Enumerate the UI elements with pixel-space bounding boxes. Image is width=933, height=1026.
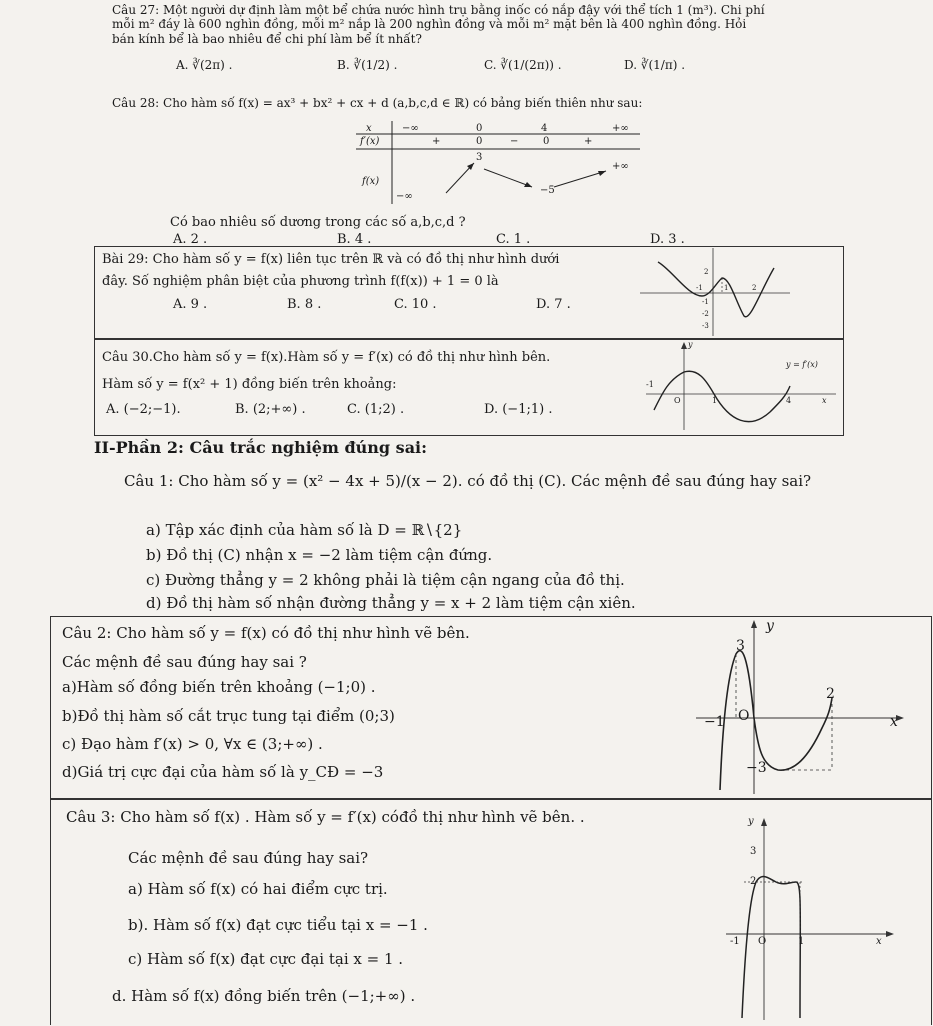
q28-variation-table (356, 121, 640, 204)
q30-graph-label: 4 (786, 396, 792, 405)
c3-graph-label: 2 (750, 876, 757, 887)
q28-option-b: B. 4 . (337, 232, 372, 247)
c2-c: c) Đạo hàm f′(x) > 0, ∀x ∈ (3;+∞) . (62, 735, 323, 753)
c2-graph (690, 618, 920, 796)
table-x-label: x (366, 123, 372, 134)
table-f-value: +∞ (612, 161, 629, 172)
c1-stem: Câu 1: Cho hàm số y = (x² − 4x + 5)/(x − 2). có đồ thị (C). Các mệnh đề sau đúng hay sai? (124, 472, 812, 490)
table-x-value: 0 (476, 123, 483, 134)
q29-line2: đây. Số nghiệm phân biệt của phương trình f(f(x)) + 1 = 0 là (102, 274, 499, 289)
q29-option-c: C. 10 . (394, 297, 437, 312)
q28-question: Có bao nhiêu số dương trong các số a,b,c,d ? (170, 215, 466, 230)
q29-graph-label: -2 (702, 310, 709, 318)
q30-option-c: C. (1;2) . (347, 402, 405, 417)
q29-line1: Bài 29: Cho hàm số y = f(x) liên tục trên ℝ và có đồ thị như hình dưới (102, 252, 560, 267)
c3-graph-label: y (748, 816, 754, 827)
q30-graph-label: y = f′(x) (786, 360, 818, 369)
c1-d: d) Đồ thị hàm số nhận đường thẳng y = x + 2 làm tiệm cận xiên. (146, 594, 636, 612)
table-sign: 0 (476, 136, 483, 147)
q28-option-d: D. 3 . (650, 232, 685, 247)
q29-graph-label: -3 (702, 322, 709, 330)
table-x-value: −∞ (402, 123, 419, 134)
part2-heading: II-Phần 2: Câu trắc nghiệm đúng sai: (94, 438, 428, 457)
c2-graph-label: 3 (736, 638, 745, 654)
c3-d: d. Hàm số f(x) đồng biến trên (−1;+∞) . (112, 987, 416, 1005)
table-f-value: −∞ (396, 191, 413, 202)
c2-graph-label: y (766, 618, 774, 634)
q29-graph-label: 2 (704, 268, 709, 276)
c3-graph-label: -1 (730, 936, 740, 947)
c1-a: a) Tập xác định của hàm số là D = ℝ∖{2} (146, 521, 463, 539)
q30-graph-label: y (688, 340, 693, 349)
q29-option-d: D. 7 . (536, 297, 571, 312)
q27-option-a: A. ∛(2π) . (176, 58, 233, 72)
q30-line1: Câu 30.Cho hàm số y = f(x).Hàm số y = f′(x) có đồ thị như hình bên. (102, 350, 551, 365)
c2-d: d)Giá trị cực đại của hàm số là y_CĐ = −3 (62, 763, 384, 781)
q30-graph-label: O (674, 396, 681, 405)
table-sign: 0 (543, 136, 550, 147)
c3-graph (720, 812, 900, 1022)
c2-b: b)Đồ thị hàm số cắt trục tung tại điểm (0;3) (62, 707, 395, 725)
q30-option-b: B. (2;+∞) . (235, 402, 306, 417)
c2-a: a)Hàm số đồng biến trên khoảng (−1;0) . (62, 678, 376, 696)
c3-graph-label: x (876, 936, 882, 947)
q27-option-b: B. ∛(1/2) . (337, 58, 398, 72)
c3-graph-label: O (758, 936, 767, 947)
table-x-value: +∞ (612, 123, 629, 134)
c2-graph-label: −1 (704, 714, 725, 730)
q28-option-a: A. 2 . (173, 232, 208, 247)
c1-c: c) Đường thẳng y = 2 không phải là tiệm cận ngang của đồ thị. (146, 571, 625, 589)
c2-graph-label: 2 (826, 686, 835, 702)
c3-stem: Câu 3: Cho hàm số f(x) . Hàm số y = f′(x) cóđồ thị như hình vẽ bên. . (66, 808, 585, 826)
q30-graph-label: 1 (712, 396, 718, 405)
table-f-value: 3 (476, 152, 483, 163)
c2-graph-label: x (890, 714, 898, 730)
q29-graph (640, 248, 800, 336)
q29-graph-label: -1 (702, 298, 709, 306)
c3-a: a) Hàm số f(x) có hai điểm cực trị. (128, 880, 388, 898)
c2-graph-label: O (738, 708, 750, 724)
q27-line2: mỗi m² đáy là 600 nghìn đồng, mỗi m² nắp là 200 nghìn đồng và mỗi m² mặt bên là 400 nghìn đồng. Hỏi (112, 17, 747, 31)
table-f-value: −5 (540, 185, 555, 196)
q30-graph-label: -1 (646, 380, 654, 389)
table-x-value: 4 (541, 123, 548, 134)
q27-line1: Câu 27: Một người dự định làm một bể chứa nước hình trụ bằng inốc có nắp đậy với thể tích 1 (m³). Chi phí (112, 3, 765, 17)
q28-stem: Câu 28: Cho hàm số f(x) = ax³ + bx² + cx + d (a,b,c,d ∈ ℝ) có bảng biến thiên như sau: (112, 96, 643, 110)
c3-b: b). Hàm số f(x) đạt cực tiểu tại x = −1 . (128, 916, 428, 934)
q30-line2: Hàm số y = f(x² + 1) đồng biến trên khoảng: (102, 377, 397, 392)
q30-option-a: A. (−2;−1). (106, 402, 181, 417)
c3-c: c) Hàm số f(x) đạt cực đại tại x = 1 . (128, 950, 404, 968)
q30-graph-label: x (822, 396, 827, 405)
table-sign: + (432, 136, 441, 147)
table-sign: + (584, 136, 593, 147)
table-fp-label: f′(x) (360, 136, 380, 147)
q27-option-d: D. ∛(1/π) . (624, 58, 686, 72)
q29-graph-label: -1 (696, 284, 703, 292)
q29-graph-label: 1 (724, 284, 729, 292)
q29-option-b: B. 8 . (287, 297, 322, 312)
c3-question: Các mệnh đề sau đúng hay sai? (128, 849, 369, 867)
q29-option-a: A. 9 . (173, 297, 208, 312)
q30-graph (640, 340, 840, 432)
q27-option-c: C. ∛(1/(2π)) . (484, 58, 562, 72)
c3-graph-label: 3 (750, 846, 757, 857)
q29-graph-label: 2 (752, 284, 757, 292)
q30-option-d: D. (−1;1) . (484, 402, 553, 417)
q27-line3: bán kính bể là bao nhiêu để chi phí làm bể ít nhất? (112, 32, 422, 46)
c2-stem: Câu 2: Cho hàm số y = f(x) có đồ thị như hình vẽ bên. (62, 624, 470, 642)
c3-graph-label: 1 (798, 936, 805, 947)
c1-b: b) Đồ thị (C) nhận x = −2 làm tiệm cận đứng. (146, 546, 493, 564)
c2-question: Các mệnh đề sau đúng hay sai ? (62, 653, 307, 671)
table-f-label: f(x) (362, 176, 380, 187)
q28-option-c: C. 1 . (496, 232, 531, 247)
table-sign: − (510, 136, 519, 147)
c2-graph-label: −3 (746, 760, 767, 776)
